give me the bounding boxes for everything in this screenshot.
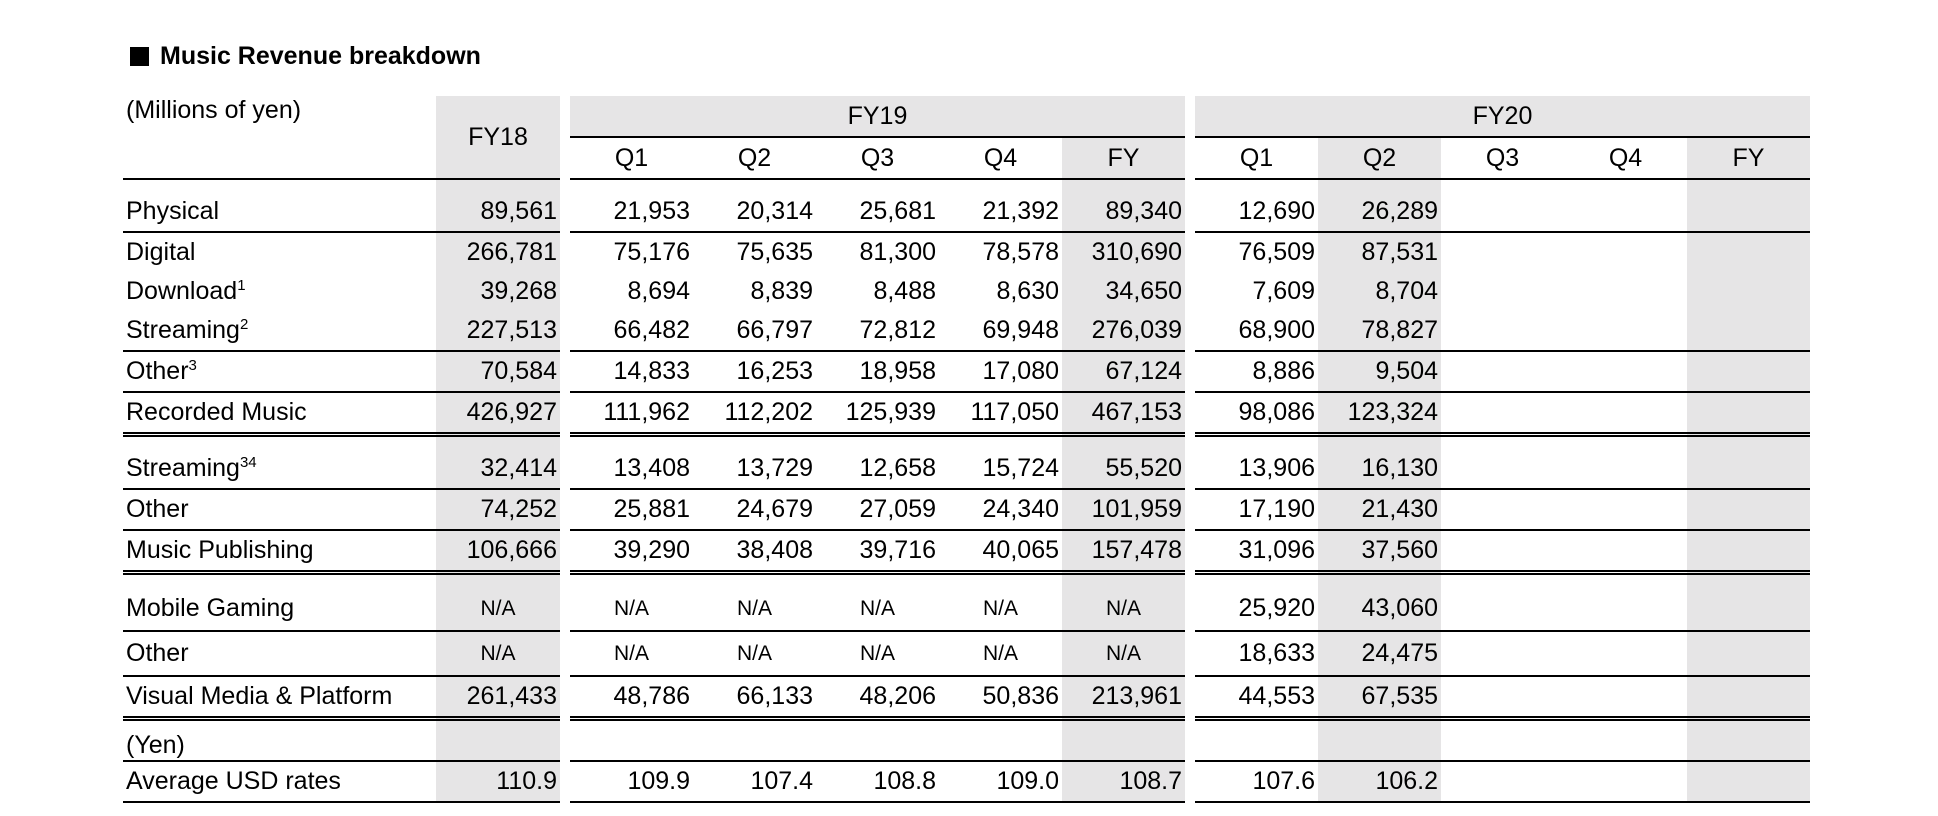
- row-label-text: Streaming: [126, 316, 240, 344]
- table-cell: 8,839: [750, 277, 813, 305]
- table-row: [123, 311, 1810, 351]
- table-row: [123, 351, 1810, 392]
- table-cell: 8,704: [1318, 272, 1441, 311]
- header-fy19-q2: Q2: [693, 137, 816, 179]
- table-cell: 107.4: [693, 761, 816, 802]
- table-cell: 75,176: [613, 238, 690, 266]
- table-cell: 109.9: [570, 761, 693, 802]
- table-cell: N/A: [693, 587, 816, 631]
- empty-cell: [1564, 392, 1687, 435]
- empty-cell: [1441, 676, 1564, 719]
- black-square-icon: [130, 47, 149, 66]
- table-cell: 32,414: [436, 449, 560, 489]
- table-cell: 78,827: [1318, 311, 1441, 351]
- row-label: [123, 311, 436, 351]
- section-title-text: Music Revenue breakdown: [160, 42, 481, 70]
- table-cell: 78,578: [982, 238, 1059, 266]
- header-fy19-q3: Q3: [816, 137, 939, 179]
- table-cell: 24,475: [1318, 631, 1441, 676]
- table-cell: 12,658: [816, 449, 939, 489]
- empty-cell: [1687, 232, 1810, 272]
- empty-cell: [1441, 489, 1564, 530]
- empty-cell: [1687, 587, 1810, 631]
- row-label: [123, 530, 436, 573]
- table-cell: N/A: [570, 631, 693, 676]
- empty-cell: [1687, 311, 1810, 351]
- row-label-text: Physical: [126, 197, 220, 225]
- empty-cell: [1564, 449, 1687, 489]
- table-cell: 39,290: [570, 530, 693, 573]
- table-cell: 31,096: [1195, 530, 1318, 573]
- table-cell: 107.6: [1195, 761, 1318, 802]
- empty-cell: [1564, 631, 1687, 676]
- table-cell: 125,939: [816, 392, 939, 435]
- header-fy19: FY19: [570, 96, 1185, 137]
- table-cell: 17,080: [939, 351, 1062, 392]
- row-label-text: Average USD rates: [126, 767, 341, 795]
- table-row: [123, 272, 1810, 311]
- footnote-marker: 2: [239, 316, 249, 333]
- header-fy19-q4: Q4: [939, 137, 1062, 179]
- table-cell: 69,948: [939, 311, 1062, 351]
- empty-cell: [1687, 272, 1810, 311]
- table-row: [123, 449, 1810, 489]
- empty-cell: [1564, 761, 1687, 802]
- table-cell: N/A: [436, 587, 560, 631]
- table-cell: 39,268: [436, 272, 560, 311]
- table-cell: 89,340: [1062, 192, 1185, 232]
- header-fy20-q2: Q2: [1318, 137, 1441, 179]
- row-label-text: Download: [126, 277, 238, 305]
- table-cell: 16,130: [1318, 449, 1441, 489]
- table-cell: 37,560: [1318, 530, 1441, 573]
- empty-cell: [1564, 587, 1687, 631]
- row-label: [123, 489, 436, 530]
- row-label-text: Other: [126, 357, 189, 385]
- table-cell: 17,190: [1195, 489, 1318, 530]
- table-cell: 110.9: [436, 761, 560, 802]
- row-label: [123, 351, 436, 392]
- yen-label: (Yen): [123, 719, 436, 762]
- table-row: [123, 392, 1810, 435]
- empty-cell: [1441, 631, 1564, 676]
- table-cell: N/A: [436, 631, 560, 676]
- row-label: [123, 631, 436, 676]
- header-fy20-fy: FY: [1687, 137, 1810, 179]
- empty-cell: [1441, 311, 1564, 351]
- row-label-text: Digital: [126, 238, 196, 266]
- header-row-1: [123, 96, 1810, 137]
- table-cell: 81,300: [859, 238, 936, 266]
- empty-cell: [1441, 449, 1564, 489]
- footnote-marker: 34: [239, 454, 257, 471]
- table-cell: 25,920: [1195, 587, 1318, 631]
- empty-cell: [1687, 761, 1810, 802]
- table-row: [123, 676, 1810, 719]
- table-cell: N/A: [816, 587, 939, 631]
- table-cell: 87,531: [1318, 232, 1441, 272]
- table-cell: 426,927: [436, 392, 560, 435]
- header-fy20: FY20: [1195, 96, 1810, 137]
- row-label-text: Visual Media & Platform: [126, 682, 393, 710]
- music-revenue-table: [123, 96, 1810, 803]
- table-row: [123, 192, 1810, 232]
- table-cell: 109.0: [939, 761, 1062, 802]
- table-row: [123, 232, 1810, 272]
- empty-cell: [1564, 272, 1687, 311]
- table-cell: 227,513: [436, 311, 560, 351]
- empty-cell: [1687, 676, 1810, 719]
- table-cell: N/A: [939, 587, 1062, 631]
- table-cell: 213,961: [1062, 676, 1185, 719]
- row-label: [123, 587, 436, 631]
- footnote-marker: 3: [188, 357, 197, 374]
- empty-cell: [1441, 530, 1564, 573]
- table-cell: 117,050: [939, 392, 1062, 435]
- table-cell: N/A: [1062, 631, 1185, 676]
- table-cell: 20,314: [693, 192, 816, 232]
- table-cell: 48,206: [816, 676, 939, 719]
- table-cell: 66,482: [570, 311, 693, 351]
- empty-cell: [1441, 351, 1564, 392]
- table-cell: 68,900: [1195, 311, 1318, 351]
- row-label-text: Other: [126, 495, 189, 523]
- empty-cell: [1564, 351, 1687, 392]
- table-cell: 21,430: [1318, 489, 1441, 530]
- row-label-text: Music Publishing: [126, 536, 314, 564]
- yen-label-row: [123, 719, 1810, 762]
- table-cell: 111,962: [570, 392, 693, 435]
- table-cell: 75,635: [736, 238, 813, 266]
- table-cell: 15,724: [939, 449, 1062, 489]
- empty-cell: [1687, 392, 1810, 435]
- table-cell: 123,324: [1318, 392, 1441, 435]
- empty-cell: [1441, 272, 1564, 311]
- empty-cell: [1564, 530, 1687, 573]
- row-label-text: Other: [126, 639, 189, 667]
- row-label: [123, 192, 436, 232]
- footnote-marker: 1: [237, 277, 246, 294]
- header-fy19-fy: FY: [1062, 137, 1185, 179]
- row-label: [123, 676, 436, 719]
- unit-label: (Millions of yen): [126, 96, 302, 124]
- table-cell: 34,650: [1062, 272, 1185, 311]
- table-cell: 21,392: [939, 192, 1062, 232]
- empty-cell: [1687, 192, 1810, 232]
- header-fy20-q1: Q1: [1195, 137, 1318, 179]
- row-label: [123, 272, 436, 311]
- header-fy18: FY18: [436, 96, 560, 179]
- table-cell: 310,690: [1062, 232, 1185, 272]
- empty-cell: [1687, 449, 1810, 489]
- row-label-text: Streaming: [126, 454, 240, 482]
- table-cell: 27,059: [816, 489, 939, 530]
- table-cell: 276,039: [1062, 311, 1185, 351]
- table-cell: 8,694: [627, 277, 690, 305]
- table-cell: 12,690: [1195, 192, 1318, 232]
- table-cell: 67,124: [1062, 351, 1185, 392]
- empty-cell: [1441, 232, 1564, 272]
- table-cell: N/A: [939, 631, 1062, 676]
- table-cell: 8,488: [873, 277, 936, 305]
- table-cell: 18,633: [1195, 631, 1318, 676]
- empty-cell: [1564, 489, 1687, 530]
- table-row: [123, 587, 1810, 631]
- table-cell: 8,886: [1195, 351, 1318, 392]
- empty-cell: [1687, 351, 1810, 392]
- table-cell: 72,812: [816, 311, 939, 351]
- row-label: [123, 761, 436, 802]
- header-fy20-q4: Q4: [1564, 137, 1687, 179]
- empty-cell: [1441, 392, 1564, 435]
- table-cell: 14,833: [570, 351, 693, 392]
- table-cell: 24,679: [693, 489, 816, 530]
- table-cell: 106.2: [1318, 761, 1441, 802]
- table-cell: N/A: [570, 587, 693, 631]
- header-row-2: [123, 137, 1810, 179]
- table-cell: 44,553: [1195, 676, 1318, 719]
- table-cell: 38,408: [693, 530, 816, 573]
- empty-cell: [1441, 587, 1564, 631]
- table-cell: 39,716: [816, 530, 939, 573]
- table-cell: 98,086: [1195, 392, 1318, 435]
- table-cell: 50,836: [939, 676, 1062, 719]
- table-cell: 9,504: [1318, 351, 1441, 392]
- table-cell: 67,535: [1318, 676, 1441, 719]
- table-cell: 24,340: [939, 489, 1062, 530]
- table-cell: 55,520: [1062, 449, 1185, 489]
- empty-cell: [1564, 311, 1687, 351]
- table-cell: 43,060: [1318, 587, 1441, 631]
- row-label: [123, 449, 436, 489]
- table-cell: N/A: [816, 631, 939, 676]
- row-label-text: Recorded Music: [126, 398, 307, 426]
- table-cell: 21,953: [570, 192, 693, 232]
- table-cell: 74,252: [436, 489, 560, 530]
- table-cell: 25,681: [816, 192, 939, 232]
- empty-cell: [1564, 232, 1687, 272]
- empty-cell: [1687, 530, 1810, 573]
- table-cell: 16,253: [693, 351, 816, 392]
- table-cell: 108.7: [1062, 761, 1185, 802]
- empty-cell: [1564, 192, 1687, 232]
- table-cell: 112,202: [693, 392, 816, 435]
- table-cell: 70,584: [436, 351, 560, 392]
- table-row: [123, 761, 1810, 802]
- table-cell: 261,433: [436, 676, 560, 719]
- table-cell: N/A: [693, 631, 816, 676]
- table-cell: 89,561: [436, 192, 560, 232]
- table-cell: 40,065: [939, 530, 1062, 573]
- table-cell: 26,289: [1318, 192, 1441, 232]
- table-cell: 8,630: [996, 277, 1059, 305]
- table-cell: 48,786: [570, 676, 693, 719]
- table-cell: 66,797: [693, 311, 816, 351]
- table-cell: 7,609: [1252, 277, 1315, 305]
- table-row: [123, 530, 1810, 573]
- table-cell: 106,666: [436, 530, 560, 573]
- row-label: [123, 232, 436, 272]
- table-cell: 66,133: [693, 676, 816, 719]
- row-label: [123, 392, 436, 435]
- table-cell: 13,729: [693, 449, 816, 489]
- table-cell: 13,906: [1195, 449, 1318, 489]
- header-fy20-q3: Q3: [1441, 137, 1564, 179]
- table-cell: N/A: [1062, 587, 1185, 631]
- table-row: [123, 631, 1810, 676]
- header-fy19-q1: Q1: [570, 137, 693, 179]
- table-cell: 76,509: [1238, 238, 1315, 266]
- table-cell: 467,153: [1062, 392, 1185, 435]
- empty-cell: [1441, 192, 1564, 232]
- empty-cell: [1564, 676, 1687, 719]
- section-title: [130, 42, 481, 71]
- table-cell: 108.8: [816, 761, 939, 802]
- table-cell: 266,781: [436, 232, 560, 272]
- table-cell: 101,959: [1062, 489, 1185, 530]
- row-label-text: Mobile Gaming: [126, 594, 295, 622]
- empty-cell: [1441, 761, 1564, 802]
- table-cell: 18,958: [816, 351, 939, 392]
- empty-cell: [1687, 489, 1810, 530]
- table-cell: 13,408: [570, 449, 693, 489]
- table-cell: 25,881: [570, 489, 693, 530]
- table-cell: 157,478: [1062, 530, 1185, 573]
- table-row: [123, 489, 1810, 530]
- empty-cell: [1687, 631, 1810, 676]
